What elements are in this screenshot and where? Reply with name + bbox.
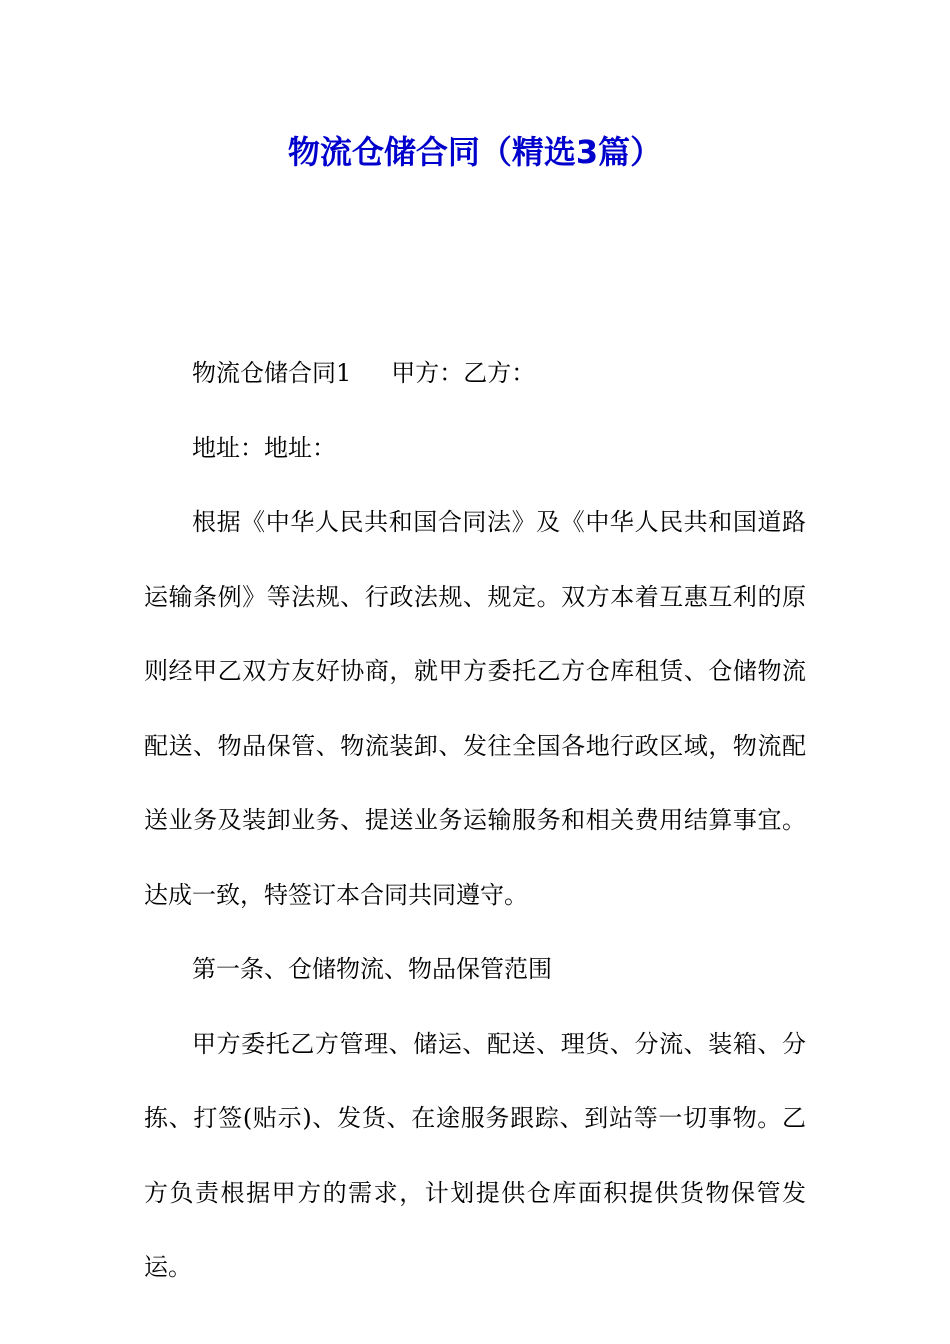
parties-label: 甲方：乙方： <box>391 359 536 387</box>
section-heading-article-1: 第一条、仓储物流、物品保管范围 <box>192 955 552 983</box>
paragraph-article-1: 甲方委托乙方管理、储运、配送、理货、分流、装箱、分拣、打签(贴示)、发货、在途服务跟踪、到站等一切事物。乙方负责根据甲方的需求，计划提供仓库面积提供货物保管发运。 <box>144 1029 806 1281</box>
address-line: 地址：地址： <box>192 433 336 462</box>
document-body <box>144 336 806 1305</box>
contract-label: 物流仓储合同1 <box>192 359 352 387</box>
paragraph-preamble: 根据《中华人民共和国合同法》及《中华人民共和国道路运输条例》等法规、行政法规、规定。双方本着互惠互利的原则经甲乙双方友好协商，就甲方委托乙方仓库租赁、仓储物流配送、物品保管、物流装卸、发往全国各地行政区域，物流配送业务及装卸业务、提送业务运输服务和相关费用结算事宜。达成一致，特签订本合同共同遵守。 <box>144 508 806 909</box>
document-title: 物流仓储合同（精选3篇） <box>287 133 663 171</box>
contract-header-line <box>144 336 806 411</box>
